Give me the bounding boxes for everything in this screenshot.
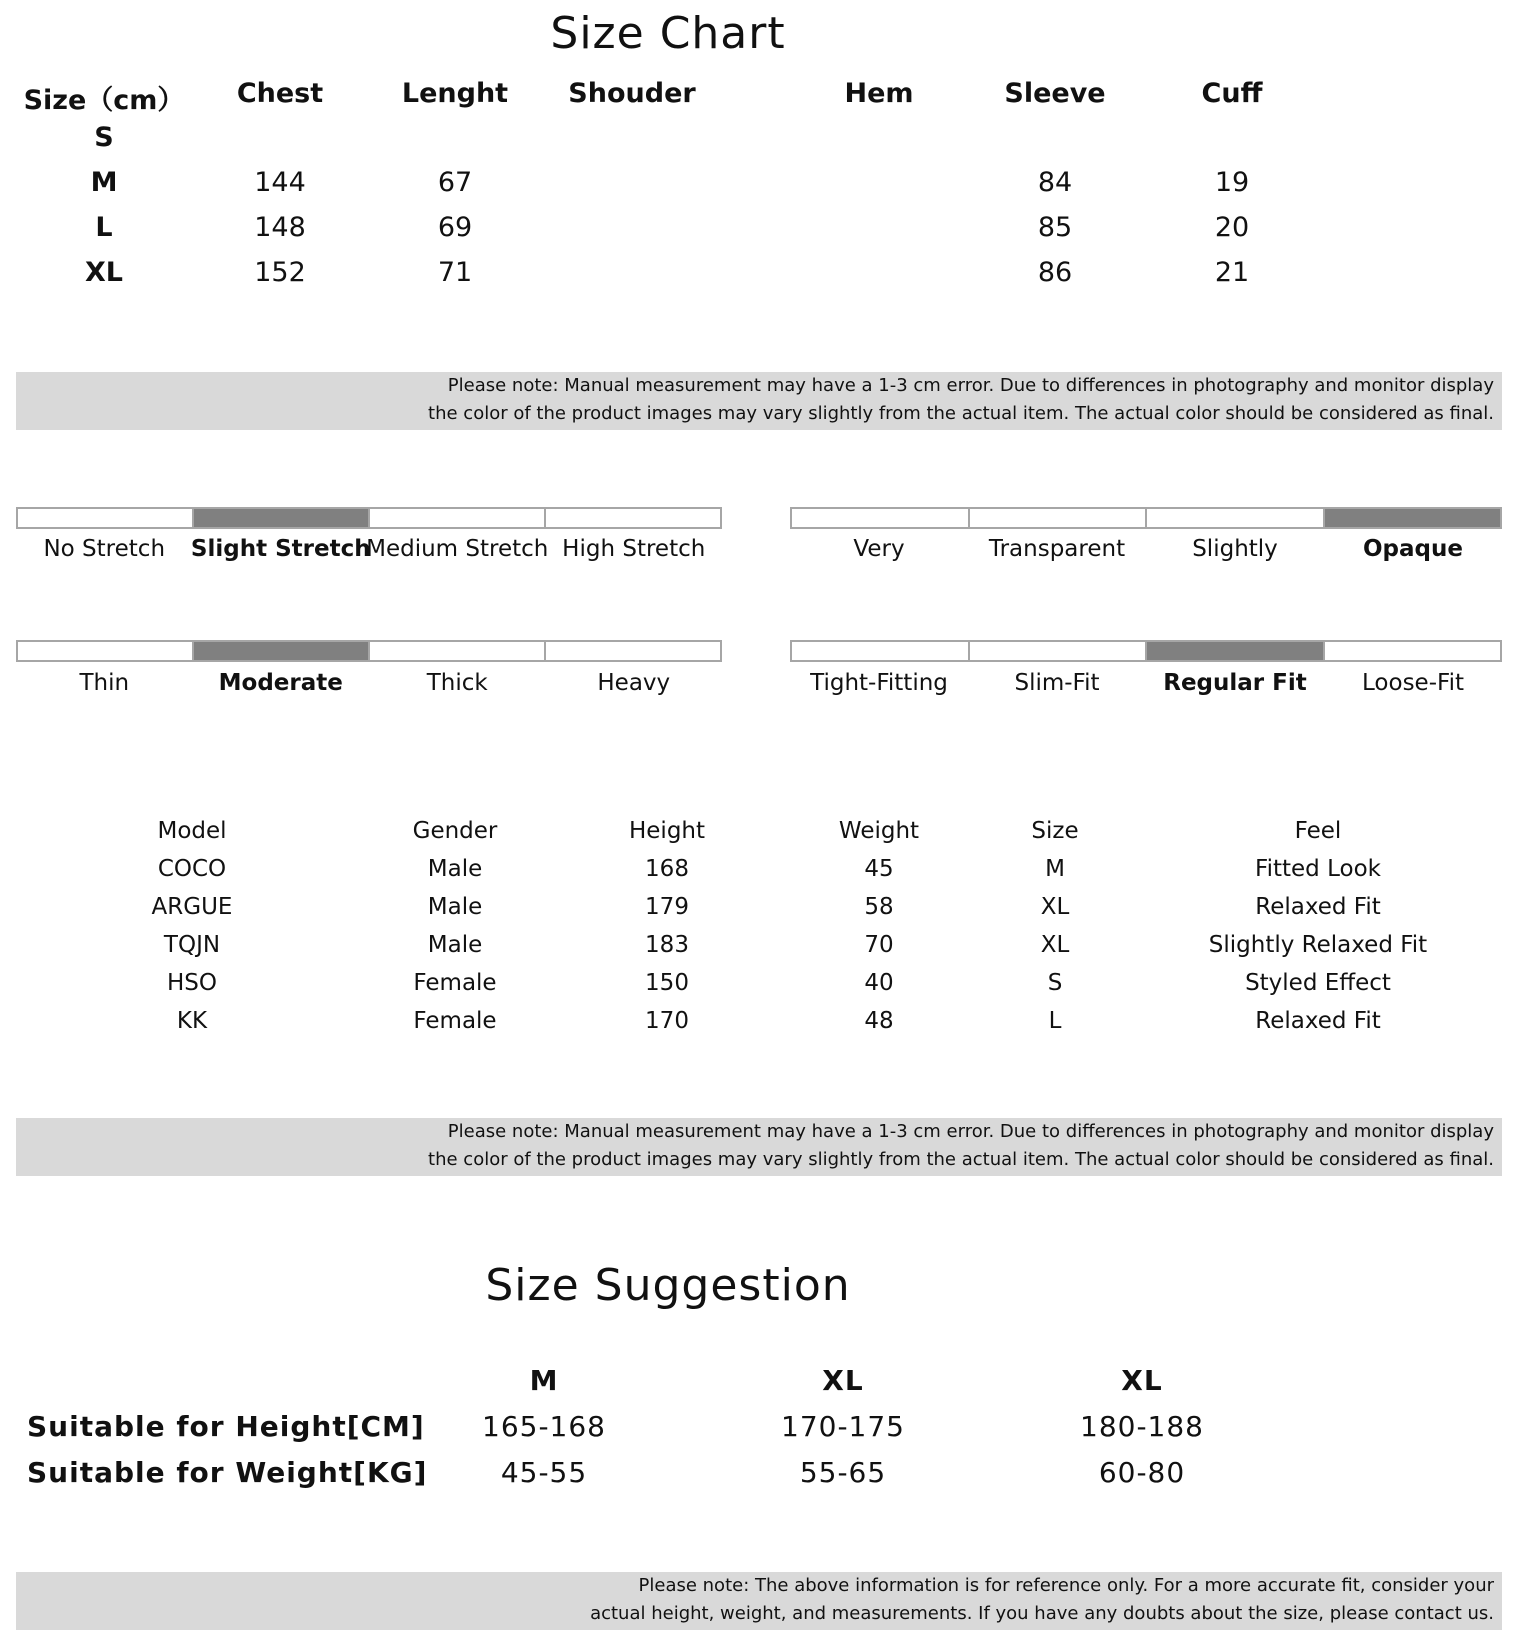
table-cell: L: [1048, 1008, 1062, 1034]
scale-label: Heavy: [597, 670, 671, 696]
height-range: 170-175: [781, 1410, 905, 1443]
scale-segment: [970, 509, 1148, 527]
scale-segment-selected: [194, 509, 370, 527]
table-cell: XL: [1040, 932, 1070, 958]
scale-label: Slim-Fit: [1014, 670, 1100, 696]
note-line-1: Please note: Manual measurement may have a 1-3 cm error. Due to differences in photography and monitor display: [447, 1121, 1494, 1142]
scale-label: High Stretch: [562, 536, 706, 562]
column-header: Weight: [838, 818, 920, 844]
table-cell: 150: [645, 970, 689, 996]
note-line-2: the color of the product images may vary slightly from the actual item. The actual color should be considered as final.: [428, 403, 1494, 424]
table-cell: XL: [1040, 894, 1070, 920]
table-cell: 69: [437, 212, 473, 243]
scale-segment: [18, 509, 194, 527]
table-cell: 48: [864, 1008, 894, 1034]
table-cell: Styled Effect: [1245, 970, 1391, 996]
note-line-1: Please note: The above information is for reference only. For a more accurate fit, consider your: [638, 1575, 1494, 1596]
scale-label: Thin: [79, 670, 130, 696]
table-cell: S: [1047, 970, 1063, 996]
size-column-header: M: [529, 1364, 559, 1397]
table-cell: Male: [427, 894, 483, 920]
table-cell: 148: [254, 212, 306, 243]
column-header: Shouder: [568, 78, 696, 109]
height-range: 180-188: [1080, 1410, 1204, 1443]
table-cell: 20: [1214, 212, 1250, 243]
table-cell: 183: [645, 932, 689, 958]
table-cell: 71: [437, 257, 473, 288]
note-line-2: the color of the product images may vary slightly from the actual item. The actual color should be considered as final.: [428, 1149, 1494, 1170]
scale-label: Very: [853, 536, 905, 562]
scale-label: Transparent: [988, 536, 1126, 562]
column-header: Feel: [1294, 818, 1342, 844]
size-chart-title: Size Chart: [550, 8, 786, 59]
column-header: Gender: [412, 818, 498, 844]
table-cell: TQJN: [163, 932, 221, 958]
scale-segment: [792, 509, 970, 527]
note-line-2: actual height, weight, and measurements. If you have any doubts about the size, please contact us.: [590, 1603, 1494, 1624]
table-cell: 179: [645, 894, 689, 920]
scale-segment-selected: [1325, 509, 1501, 527]
rating-scale-bar: [790, 507, 1502, 529]
table-cell: 45: [864, 856, 894, 882]
table-cell: 168: [645, 856, 689, 882]
table-cell: 170: [645, 1008, 689, 1034]
scale-segment: [970, 642, 1148, 660]
column-header: Hem: [844, 78, 914, 109]
column-header: Cuff: [1201, 78, 1263, 109]
scale-segment: [18, 642, 194, 660]
table-cell: Relaxed Fit: [1255, 1008, 1381, 1034]
table-cell: 19: [1214, 167, 1250, 198]
column-header: Size: [1031, 818, 1079, 844]
weight-label: Suitable for Weight[KG]: [27, 1456, 428, 1489]
scale-label: Slight Stretch: [190, 536, 371, 562]
scale-segment-selected: [194, 642, 370, 660]
color-note: [16, 1118, 1502, 1176]
scale-label: Moderate: [218, 670, 343, 696]
scale-segment: [792, 642, 970, 660]
height-label: Suitable for Height[CM]: [27, 1410, 425, 1443]
table-cell: KK: [176, 1008, 208, 1034]
scale-label: Loose-Fit: [1362, 670, 1464, 696]
scale-segment: [370, 642, 546, 660]
table-cell: Male: [427, 932, 483, 958]
table-cell: 86: [1037, 257, 1073, 288]
table-cell: 85: [1037, 212, 1073, 243]
note-line-1: Please note: Manual measurement may have a 1-3 cm error. Due to differences in photography and monitor display: [447, 375, 1494, 396]
size-label: M: [90, 167, 118, 198]
size-label: L: [95, 212, 113, 243]
height-range: 165-168: [482, 1410, 606, 1443]
table-cell: Female: [413, 970, 497, 996]
scale-segment: [546, 642, 720, 660]
table-cell: ARGUE: [151, 894, 233, 920]
rating-scale-bar: [16, 507, 722, 529]
measurement-note: [16, 372, 1502, 430]
size-column-header: XL: [822, 1364, 864, 1397]
scale-segment: [1325, 642, 1501, 660]
size-suggestion-title: Size Suggestion: [485, 1260, 851, 1311]
table-cell: Male: [427, 856, 483, 882]
weight-range: 45-55: [500, 1456, 588, 1489]
scale-segment-selected: [1147, 642, 1325, 660]
table-cell: 58: [864, 894, 894, 920]
table-cell: Female: [413, 1008, 497, 1034]
size-label: XL: [84, 257, 124, 288]
rating-scale-bar: [16, 640, 722, 662]
scale-segment: [1147, 509, 1325, 527]
scale-label: Slightly: [1192, 536, 1278, 562]
column-header: Height: [628, 818, 706, 844]
table-cell: 70: [864, 932, 894, 958]
table-cell: Fitted Look: [1255, 856, 1381, 882]
table-cell: 40: [864, 970, 894, 996]
column-header: Size（cm）: [23, 85, 185, 116]
table-cell: 84: [1037, 167, 1073, 198]
table-cell: M: [1045, 856, 1065, 882]
scale-segment: [370, 509, 546, 527]
table-cell: 21: [1214, 257, 1250, 288]
scale-label: Opaque: [1363, 536, 1463, 562]
rating-scale-bar: [790, 640, 1502, 662]
weight-range: 55-65: [799, 1456, 887, 1489]
scale-label: Medium Stretch: [366, 536, 549, 562]
table-cell: Relaxed Fit: [1255, 894, 1381, 920]
size-column-header: XL: [1121, 1364, 1163, 1397]
scale-label: Thick: [426, 670, 488, 696]
column-header: Chest: [236, 78, 324, 109]
column-header: Lenght: [401, 78, 509, 109]
size-label: S: [94, 122, 114, 153]
scale-label: Regular Fit: [1163, 670, 1307, 696]
weight-range: 60-80: [1098, 1456, 1186, 1489]
table-cell: 144: [254, 167, 306, 198]
scale-label: No Stretch: [43, 536, 166, 562]
table-cell: 152: [254, 257, 306, 288]
table-cell: COCO: [157, 856, 227, 882]
table-cell: 67: [437, 167, 473, 198]
scale-label: Tight-Fitting: [810, 670, 948, 696]
reference-note: [16, 1572, 1502, 1630]
column-header: Sleeve: [1004, 78, 1106, 109]
table-cell: Slightly Relaxed Fit: [1208, 932, 1428, 958]
column-header: Model: [157, 818, 227, 844]
scale-segment: [546, 509, 720, 527]
table-cell: HSO: [167, 970, 217, 996]
